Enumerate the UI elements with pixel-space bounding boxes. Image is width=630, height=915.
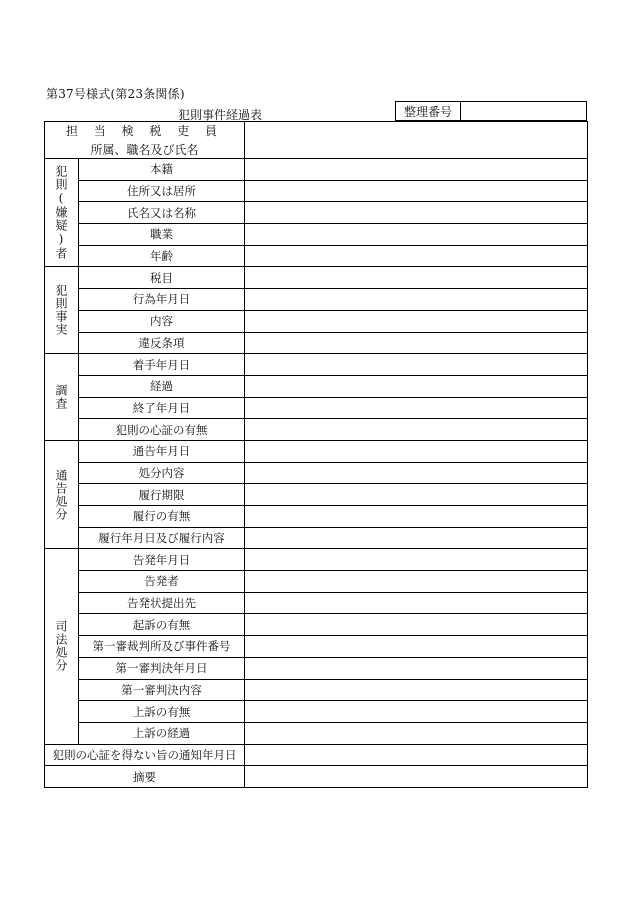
table-row [45, 614, 588, 636]
row-value-field[interactable] [245, 180, 588, 202]
header-value-cell[interactable] [245, 122, 588, 159]
table-row [45, 592, 588, 614]
case-progress-table [44, 121, 588, 788]
row-value-field[interactable] [245, 397, 588, 419]
group-label: 調査 [54, 384, 68, 411]
row-value-field[interactable] [245, 506, 588, 528]
footer-row-value-field[interactable] [245, 766, 588, 788]
table-row [45, 766, 588, 788]
table-row [45, 701, 588, 723]
row-value-field[interactable] [245, 549, 588, 571]
row-label: 終了年月日 [79, 397, 245, 419]
footer-row-label: 摘要 [45, 766, 245, 788]
table-row [45, 180, 588, 202]
group-label: 司法処分 [54, 620, 68, 673]
table-row [45, 267, 588, 289]
table-row [45, 332, 588, 354]
table-row [45, 527, 588, 549]
row-value-field[interactable] [245, 701, 588, 723]
row-label: 経過 [79, 375, 245, 397]
row-value-field[interactable] [245, 267, 588, 289]
row-value-field[interactable] [245, 354, 588, 376]
row-label: 告発状提出先 [79, 592, 245, 614]
group-label-cell [45, 267, 79, 354]
row-value-field[interactable] [245, 484, 588, 506]
row-label: 履行年月日及び履行内容 [79, 527, 245, 549]
table-row [45, 462, 588, 484]
table-row [45, 245, 588, 267]
row-label: 内容 [79, 310, 245, 332]
row-value-field[interactable] [245, 332, 588, 354]
row-label: 第一審判決内容 [79, 679, 245, 701]
row-label: 告発者 [79, 571, 245, 593]
registration-number-box [395, 101, 587, 121]
row-value-field[interactable] [245, 245, 588, 267]
table-row [45, 744, 588, 766]
row-label: 上訴の有無 [79, 701, 245, 723]
row-label: 違反条項 [79, 332, 245, 354]
row-value-field[interactable] [245, 722, 588, 744]
table-row [45, 375, 588, 397]
registration-number-field[interactable] [461, 102, 586, 120]
row-value-field[interactable] [245, 592, 588, 614]
group-label-cell [45, 159, 79, 267]
row-value-field[interactable] [245, 462, 588, 484]
table-row [45, 636, 588, 658]
table-row [45, 549, 588, 571]
row-label: 税目 [79, 267, 245, 289]
row-label: 起訴の有無 [79, 614, 245, 636]
row-label: 氏名又は名称 [79, 202, 245, 224]
row-value-field[interactable] [245, 571, 588, 593]
row-label: 第一審裁判所及び事件番号 [79, 636, 245, 658]
row-label: 通告年月日 [79, 440, 245, 462]
row-label: 住所又は居所 [79, 180, 245, 202]
table-row [45, 310, 588, 332]
group-label-cell [45, 354, 79, 441]
row-label: 年齢 [79, 245, 245, 267]
table-row [45, 289, 588, 311]
row-value-field[interactable] [245, 310, 588, 332]
row-label: 上訴の経過 [79, 722, 245, 744]
table-row [45, 657, 588, 679]
table-row [45, 224, 588, 246]
table-row [45, 506, 588, 528]
group-label-cell [45, 440, 79, 548]
row-value-field[interactable] [245, 614, 588, 636]
group-label: 犯則(嫌疑)者 [54, 165, 68, 261]
header-row [45, 122, 588, 159]
row-label: 本籍 [79, 159, 245, 181]
row-value-field[interactable] [245, 202, 588, 224]
row-value-field[interactable] [245, 636, 588, 658]
registration-number-label: 整理番号 [396, 102, 461, 120]
row-label: 着手年月日 [79, 354, 245, 376]
row-value-field[interactable] [245, 224, 588, 246]
header-line1: 担 当 検 税 吏 員 [65, 124, 224, 138]
row-label: 履行の有無 [79, 506, 245, 528]
row-value-field[interactable] [245, 289, 588, 311]
row-label: 行為年月日 [79, 289, 245, 311]
table-row [45, 679, 588, 701]
row-value-field[interactable] [245, 527, 588, 549]
table-row [45, 354, 588, 376]
page-title: 犯則事件経過表 [178, 108, 263, 122]
table-row [45, 202, 588, 224]
group-label: 通告処分 [54, 468, 68, 521]
row-label: 職業 [79, 224, 245, 246]
table-row [45, 419, 588, 441]
row-label: 告発年月日 [79, 549, 245, 571]
row-value-field[interactable] [245, 657, 588, 679]
table-row [45, 397, 588, 419]
table-row [45, 440, 588, 462]
row-value-field[interactable] [245, 419, 588, 441]
group-label-cell [45, 549, 79, 744]
row-value-field[interactable] [245, 375, 588, 397]
table-row [45, 722, 588, 744]
table-row [45, 159, 588, 181]
row-value-field[interactable] [245, 159, 588, 181]
footer-row-value-field[interactable] [245, 744, 588, 766]
row-label: 第一審判決年月日 [79, 657, 245, 679]
footer-row-label: 犯則の心証を得ない旨の通知年月日 [45, 744, 245, 766]
row-label: 履行期限 [79, 484, 245, 506]
row-label: 処分内容 [79, 462, 245, 484]
table-row [45, 484, 588, 506]
form-number: 第37号様式(第23条関係) [46, 87, 185, 101]
row-value-field[interactable] [245, 440, 588, 462]
header-line2: 所属、職名及び氏名 [90, 143, 199, 157]
header-label-cell [45, 122, 245, 159]
table-row [45, 571, 588, 593]
group-label: 犯則事実 [54, 284, 68, 337]
row-label: 犯則の心証の有無 [79, 419, 245, 441]
row-value-field[interactable] [245, 679, 588, 701]
